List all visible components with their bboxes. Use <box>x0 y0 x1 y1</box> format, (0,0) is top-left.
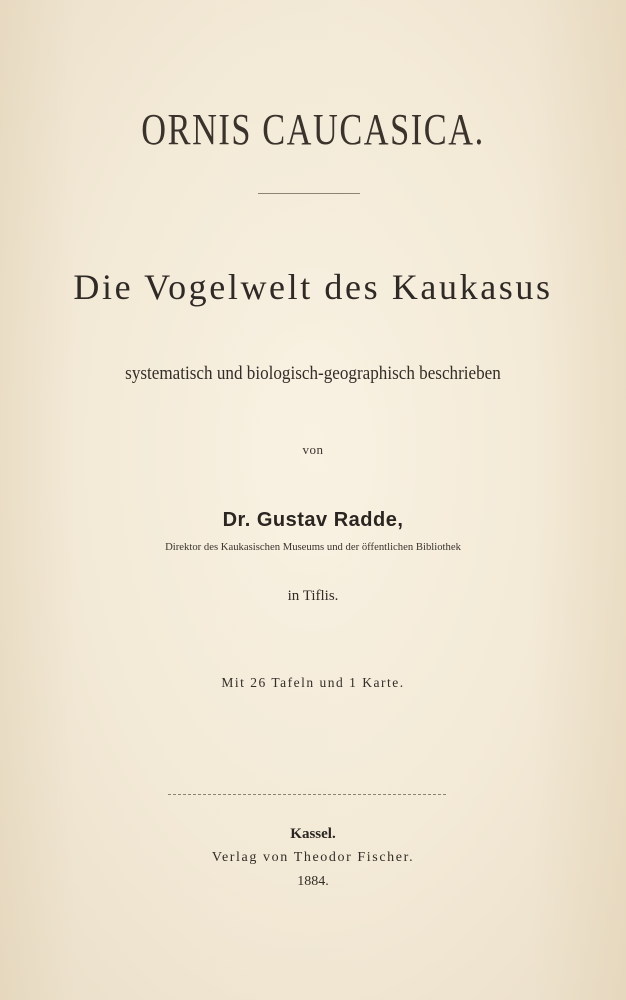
author-name: Dr. Gustav Radde, <box>222 509 404 531</box>
plates-note: Mit 26 Tafeln und 1 Karte. <box>221 675 405 690</box>
title-divider <box>258 193 360 194</box>
imprint-year: 1884. <box>297 874 329 889</box>
by-line: von <box>302 442 324 457</box>
imprint-publisher: Verlag von Theodor Fischer. <box>211 850 415 865</box>
book-description: systematisch und biologisch-geographisch beschrieben <box>125 363 501 384</box>
imprint-divider <box>168 794 446 795</box>
book-title: ORNIS CAUCASICA. <box>141 105 485 154</box>
author-place: in Tiflis. <box>287 588 339 604</box>
author-role: Direktor des Kaukasischen Museums und der öffentlichen Bibliothek <box>165 541 461 553</box>
book-subtitle: Die Vogelwelt des Kaukasus <box>73 267 553 307</box>
imprint-city: Kassel. <box>290 826 336 842</box>
